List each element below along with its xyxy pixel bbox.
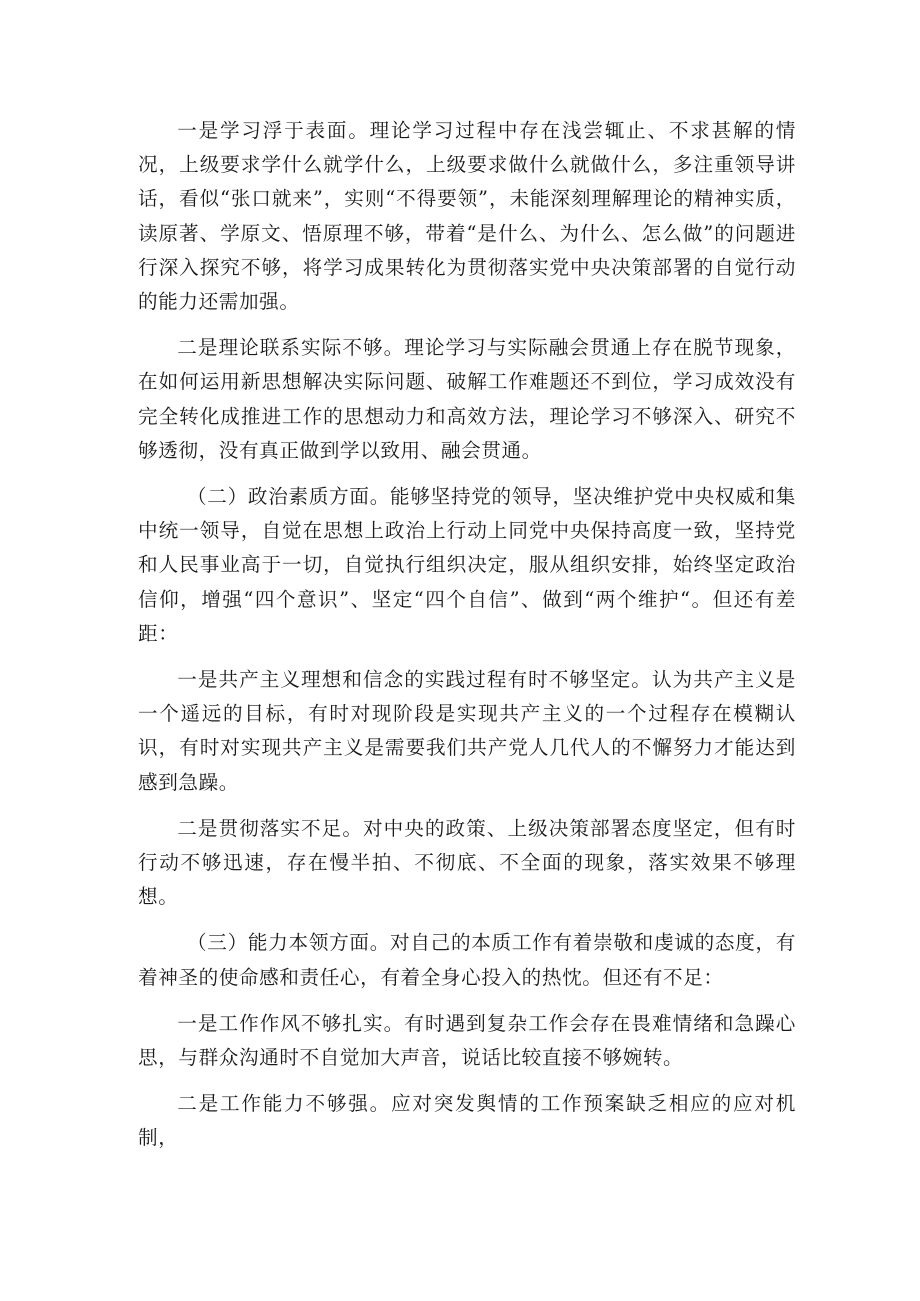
- paragraph-communist-ideals: 一是共产主义理想和信念的实践过程有时不够坚定。认为共产主义是一个遥远的目标，有时对现阶段是实现共产主义的一个过程存在模糊认识，有时对实现共产主义是需要我们共产党人几代人的不懈努力才能达到感到急躁。: [138, 668, 796, 794]
- paragraph-work-style: 一是工作作风不够扎实。有时遇到复杂工作会存在畏难情绪和急躁心思，与群众沟通时不自觉加大声音，说话比较直接不够婉转。: [138, 1011, 796, 1070]
- section-heading-political-quality: （二）政治素质方面。能够坚持党的领导，坚决维护党中央权威和集中统一领导，自觉在思想上政治上行动上同党中央保持高度一致，坚持党和人民事业高于一切，自觉执行组织决定，服从组织安排，始终坚定政治信仰，增强“四个意识”、坚定“四个自信”、做到“两个维护“。但还有差距：: [138, 485, 796, 645]
- paragraph-implementation: 二是贯彻落实不足。对中央的政策、上级决策部署态度坚定，但有时行动不够迅速，存在慢半拍、不彻底、不全面的现象，落实效果不够理想。: [138, 816, 796, 909]
- paragraph-work-ability: 二是工作能力不够强。应对突发舆情的工作预案缺乏相应的应对机制，: [138, 1092, 796, 1150]
- paragraph-theory-practice: 二是理论联系实际不够。理论学习与实际融会贯通上存在脱节现象，在如何运用新思想解决实际问题、破解工作难题还不到位，学习成效没有完全转化成推进工作的思想动力和高效方法，理论学习不够深入、研究不够透彻，没有真正做到学以致用、融会贯通。: [138, 336, 796, 462]
- section-heading-ability: （三）能力本领方面。对自己的本质工作有着崇敬和虔诚的态度，有着神圣的使命感和责任心，有着全身心投入的热忱。但还有不足：: [138, 931, 796, 989]
- paragraph-study-superficial: 一是学习浮于表面。理论学习过程中存在浅尝辄止、不求甚解的情况，上级要求学什么就学什么，上级要求做什么就做什么，多注重领导讲话，看似“张口就来”，实则“不得要领”，未能深刻理解理论的精神实质，读原著、学原文、悟原理不够，带着“是什么、为什么、怎么做”的问题进行深入探究不够，将学习成果转化为贯彻落实党中央决策部署的自觉行动的能力还需加强。: [138, 119, 796, 314]
- document-body: [138, 114, 796, 1156]
